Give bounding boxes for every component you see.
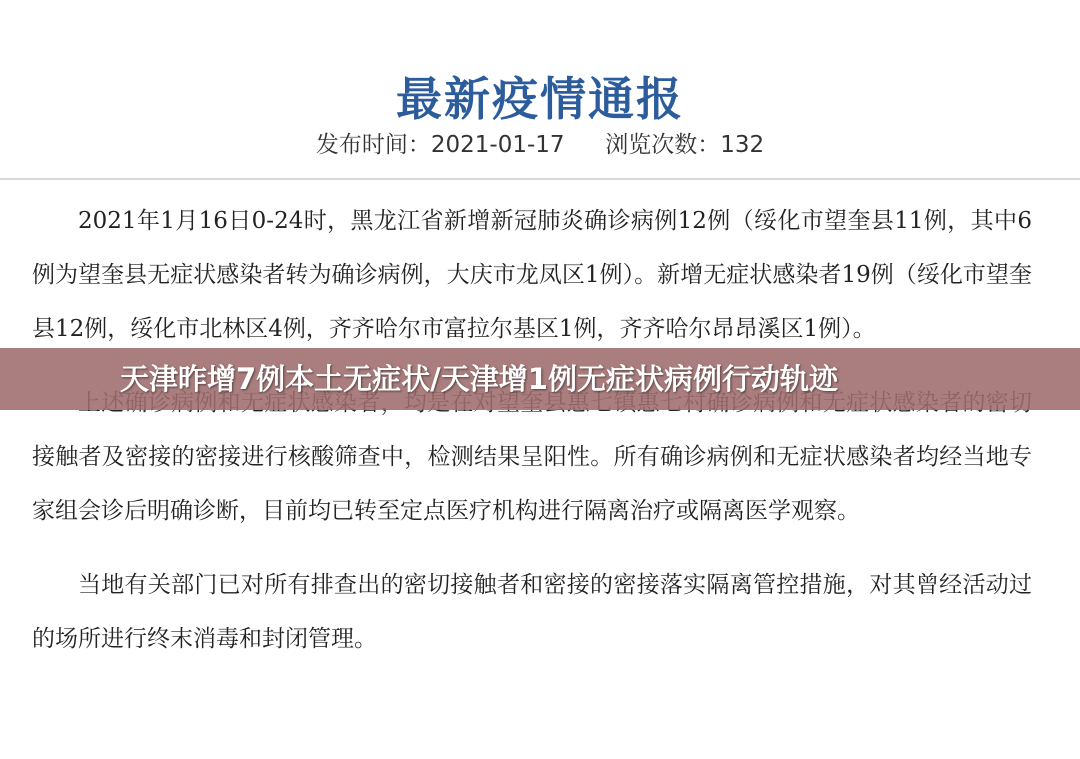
headline-banner-text[interactable]: 天津昨增7例本土无症状/天津增1例无症状病例行动轨迹 bbox=[120, 362, 838, 396]
article-paragraph: 接触者及密接的密接进行核酸筛查中，检测结果呈阳性。所有确诊病例和无症状感染者均经当地专家组会诊后明确诊断，目前均已转至定点医疗机构进行隔离治疗或隔离医学观察。 bbox=[32, 444, 1032, 524]
headline-banner[interactable] bbox=[0, 348, 1080, 410]
header-divider bbox=[0, 178, 1080, 180]
publish-date: 2021-01-17 bbox=[430, 132, 565, 158]
article-paragraph: 2021年1月16日0-24时，黑龙江省新增新冠肺炎确诊病例12例（绥化市望奎县11例，其中6例为望奎县无症状感染者转为确诊病例，大庆市龙凤区1例）。新增无症状感染者19例（绥化市望奎县12例，绥化市北林区4例，齐齐哈尔市富拉尔基区1例，齐齐哈尔昂昂溪区1例）。 bbox=[32, 208, 1032, 342]
article-body bbox=[32, 194, 1032, 686]
view-count: 132 bbox=[720, 132, 765, 158]
publish-time-label: 发布时间： bbox=[315, 132, 431, 158]
article-meta bbox=[0, 126, 1080, 159]
view-count-label: 浏览次数： bbox=[605, 132, 721, 158]
page-title: 最新疫情通报 bbox=[396, 71, 684, 126]
article-paragraph: 当地有关部门已对所有排查出的密切接触者和密接的密接落实隔离管控措施，对其曾经活动过的场所进行终末消毒和封闭管理。 bbox=[32, 572, 1032, 652]
